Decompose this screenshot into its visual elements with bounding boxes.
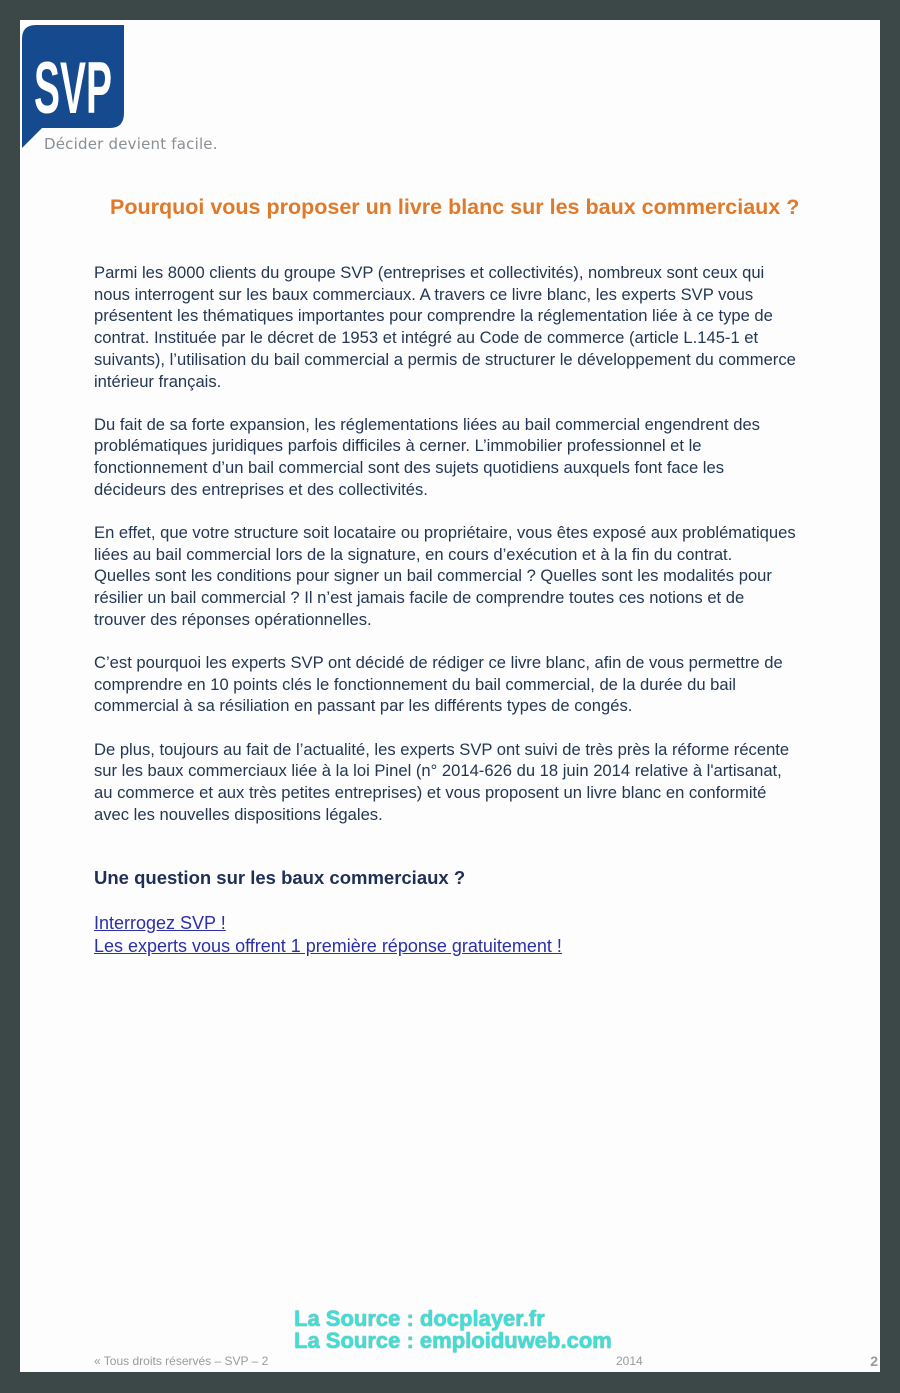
text-line: problématiques juridiques parfois difficiles à cerner. L’immobilier professionnel et le — [94, 436, 702, 456]
page-number: 2 — [870, 1353, 878, 1369]
text-line: présentent les thématiques importantes pour comprendre la réglementation liée à ce type de — [94, 306, 773, 326]
text-line: avec les nouvelles dispositions légales. — [94, 804, 383, 824]
text-line: suivants), l’utilisation du bail commercial a permis de structurer le développement du commerce — [94, 349, 796, 369]
text-line: décideurs des entreprises et des collectivités. — [94, 479, 428, 499]
body-text — [94, 262, 884, 847]
paragraph — [94, 739, 884, 826]
text-line: liées au bail commercial lors de la signature, en cours d’exécution et à la fin du contrat. — [94, 544, 733, 564]
text-line: C’est pourquoi les experts SVP ont décidé de rédiger ce livre blanc, afin de vous permettre de — [94, 653, 783, 673]
free-answer-link[interactable]: Les experts vous offrent 1 première réponse gratuitement ! — [94, 936, 562, 956]
interrogez-svp-link[interactable]: Interrogez SVP ! — [94, 913, 226, 933]
text-line: comprendre en 10 points clés le fonctionnement du bail commercial, de la durée du bail — [94, 674, 736, 694]
text-line: trouver des réponses opérationnelles. — [94, 609, 372, 629]
watermark: La Source : emploiduweb.com — [294, 1328, 612, 1353]
text-line: Du fait de sa forte expansion, les réglementations liées au bail commercial engendrent des — [94, 414, 760, 434]
watermarks — [294, 1308, 612, 1352]
footer-year: 2014 — [616, 1354, 643, 1368]
paragraph — [94, 522, 884, 631]
text-line: Quelles sont les conditions pour signer un bail commercial ? Quelles sont les modalités pour — [94, 566, 772, 586]
text-line: En effet, que votre structure soit locataire ou propriétaire, vous êtes exposé aux problématiques — [94, 523, 796, 543]
text-line: Parmi les 8000 clients du groupe SVP (entreprises et collectivités), nombreux sont ceux qui — [94, 263, 765, 282]
text-line: résilier un bail commercial ? Il n’est jamais facile de comprendre toutes ces notions et de — [94, 588, 745, 608]
svp-logo-mark — [22, 25, 124, 150]
text-line: sur les baux commerciaux liée à la loi Pinel (n° 2014-626 du 18 juin 2014 relative à l'artisanat, — [94, 761, 782, 781]
text-line: contrat. Instituée par le décret de 1953 et intégré au Code de commerce (article L.145-1 et — [94, 328, 759, 348]
text-line: au commerce et aux très petites entreprises) et vous proposent un livre blanc en conformité — [94, 783, 767, 803]
paragraph — [94, 652, 884, 717]
text-line: commercial à sa résiliation en passant par les différents types de congés. — [94, 696, 633, 716]
footer — [94, 1308, 878, 1370]
document-page — [20, 20, 880, 1372]
paragraph — [94, 414, 884, 501]
tagline: Décider devient facile. — [44, 135, 218, 153]
logo-text: SVP — [34, 47, 112, 130]
paragraph — [94, 262, 884, 392]
svp-logo — [22, 25, 124, 128]
text-line: nous interrogent sur les baux commerciaux. A travers ce livre blanc, les experts SVP vous — [94, 284, 754, 304]
text-line: intérieur français. — [94, 371, 222, 391]
watermark: La Source : docplayer.fr — [294, 1306, 545, 1331]
text-line: De plus, toujours au fait de l’actualité, les experts SVP ont suivi de très près la réforme récente — [94, 739, 790, 759]
question-heading: Une question sur les baux commerciaux ? — [94, 867, 466, 888]
page-title: Pourquoi vous proposer un livre blanc sur les baux commerciaux ? — [110, 195, 800, 219]
footer-copyright: « Tous droits réservés – SVP – 2 — [94, 1354, 269, 1368]
text-line: fonctionnement d’un bail commercial sont des sujets quotidiens auxquels font face les — [94, 458, 725, 478]
links — [94, 912, 562, 958]
